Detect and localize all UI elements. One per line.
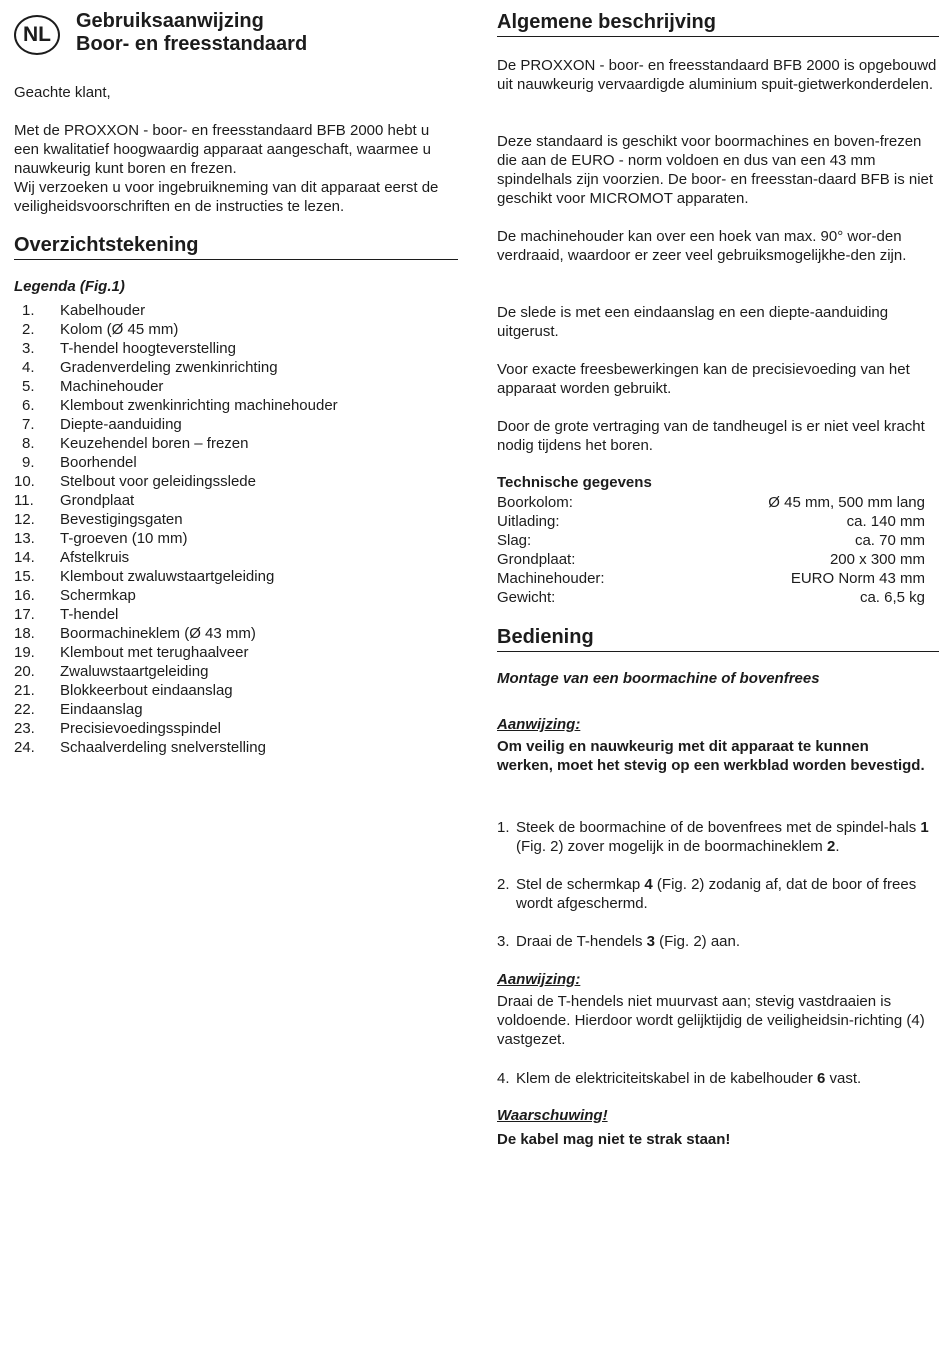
tech-spec-label: Boorkolom: bbox=[497, 494, 573, 511]
legend-item-label: Klembout zwaluwstaartgeleiding bbox=[60, 568, 275, 585]
step-number: 2. bbox=[497, 876, 510, 893]
legend-item bbox=[14, 472, 338, 491]
legend-item bbox=[14, 605, 338, 624]
legend-item-label: Diepte-aanduiding bbox=[60, 416, 182, 433]
legend-item bbox=[14, 586, 338, 605]
legend-item-label: Stelbout voor geleidingsslede bbox=[60, 473, 256, 490]
legend-item-number: 24. bbox=[14, 739, 35, 756]
legend-item bbox=[14, 700, 338, 719]
title-line-2: Boor- en freesstandaard bbox=[76, 33, 308, 55]
legend-item-number: 21. bbox=[14, 682, 35, 699]
description-paragraph-2: Deze standaard is geschikt voor boormachines en boven-frezen die aan de EURO - norm voldoen en dus van een 43 mm spindelhals zijn voorzien. De boor- en freesstan-daard BFB is niet geschikt voor MICROMOT apparaten. bbox=[497, 133, 934, 207]
legend-item-label: Boormachineklem (Ø 43 mm) bbox=[60, 625, 256, 642]
legend-item-number: 20. bbox=[14, 663, 35, 680]
legend-item bbox=[14, 643, 338, 662]
legend-item-number: 22. bbox=[14, 701, 35, 718]
tech-spec-row bbox=[497, 531, 925, 550]
legend-item bbox=[14, 453, 338, 472]
step-number: 4. bbox=[497, 1070, 510, 1087]
step-text: Klem de elektriciteitskabel in de kabelhouder 6 vast. bbox=[516, 1070, 862, 1087]
description-paragraph-4: De slede is met een eindaanslag en een diepte-aanduiding uitgerust. bbox=[497, 304, 889, 340]
legend-item bbox=[14, 434, 338, 453]
tech-spec-label: Machinehouder: bbox=[497, 570, 605, 587]
legend-item-number: 12. bbox=[14, 511, 35, 528]
legend-item-label: T-hendel bbox=[60, 606, 119, 623]
legend-item-label: Kolom (Ø 45 mm) bbox=[60, 321, 179, 338]
step-text: Draai de T-hendels 3 (Fig. 2) aan. bbox=[516, 933, 741, 950]
description-paragraph-1: De PROXXON - boor- en freesstandaard BFB 2000 is opgebouwd uit nauwkeurig vervaardigde aluminium spuit-gietwerkonderdelen. bbox=[497, 57, 937, 93]
legend-item-label: Schermkap bbox=[60, 587, 136, 604]
tech-spec-value: ca. 140 mm bbox=[846, 513, 925, 530]
tech-spec-row bbox=[497, 569, 925, 588]
legend-item-number: 8. bbox=[22, 435, 35, 452]
legend-item-label: T-groeven (10 mm) bbox=[60, 530, 188, 547]
note-2-title: Aanwijzing: bbox=[497, 971, 581, 988]
language-code: NL bbox=[23, 23, 51, 46]
legend-item bbox=[14, 396, 338, 415]
legend-item-label: Keuzehendel boren – frezen bbox=[60, 435, 249, 452]
legend-item-number: 5. bbox=[22, 378, 35, 395]
legend-item-number: 6. bbox=[22, 397, 35, 414]
tech-spec-row bbox=[497, 493, 925, 512]
legend-item-number: 2. bbox=[22, 321, 35, 338]
legend-item-number: 3. bbox=[22, 340, 35, 357]
tech-spec-value: ca. 70 mm bbox=[854, 532, 925, 549]
legend-item bbox=[14, 681, 338, 700]
legend-item bbox=[14, 339, 338, 358]
legend-item-label: Gradenverdeling zwenkinrichting bbox=[60, 359, 278, 376]
step-1 bbox=[497, 818, 939, 856]
tech-spec-label: Gewicht: bbox=[497, 589, 556, 606]
legend-item-label: Precisievoedingsspindel bbox=[60, 720, 221, 737]
tech-spec-value: 200 x 300 mm bbox=[829, 551, 925, 568]
legend-item-label: Grondplaat bbox=[60, 492, 135, 509]
note-1-text: Om veilig en nauwkeurig met dit apparaat te kunnen werken, moet het stevig op een werkblad worden bevestigd. bbox=[497, 738, 925, 774]
legend-item-label: T-hendel hoogteverstelling bbox=[60, 340, 236, 357]
legend-item-label: Blokkeerbout eindaanslag bbox=[60, 682, 233, 699]
legend-item-label: Zwaluwstaartgeleiding bbox=[60, 663, 209, 680]
intro-paragraph: Met de PROXXON - boor- en freesstandaard BFB 2000 hebt u een kwalitatief hoogwaardig apparaat aangeschaft, waarmee u nauwkeurig kunt boren en frezen. Wij verzoeken u voor ingebruikneming van dit apparaat eerst de veiligheidsvoorschriften en de instructies te lezen. bbox=[14, 122, 439, 215]
legend-item bbox=[14, 529, 338, 548]
tech-specs-title: Technische gegevens bbox=[497, 474, 652, 491]
legend-item-number: 23. bbox=[14, 720, 35, 737]
tech-spec-label: Uitlading: bbox=[497, 513, 560, 530]
step-3 bbox=[497, 932, 939, 951]
legend-item-label: Machinehouder bbox=[60, 378, 164, 395]
step-number: 1. bbox=[497, 819, 510, 836]
step-text: Stel de schermkap 4 (Fig. 2) zodanig af, dat de boor of frees wordt afgeschermd. bbox=[516, 876, 917, 912]
legend-item bbox=[14, 320, 338, 339]
legend-item bbox=[14, 301, 338, 320]
legend-item bbox=[14, 358, 338, 377]
legend-item bbox=[14, 415, 338, 434]
step-text: Steek de boormachine of de bovenfrees met de spindel-hals 1 (Fig. 2) zover mogelijk in de boormachineklem 2. bbox=[516, 819, 929, 855]
legend-item-number: 4. bbox=[22, 359, 35, 376]
legend-item bbox=[14, 567, 338, 586]
description-paragraph-5: Voor exacte freesbewerkingen kan de precisievoeding van het apparaat worden gebruikt. bbox=[497, 361, 910, 397]
tech-specs-table bbox=[497, 493, 925, 607]
document-title bbox=[76, 10, 307, 56]
tech-spec-row bbox=[497, 550, 925, 569]
legend-item-label: Afstelkruis bbox=[60, 549, 130, 566]
legend-item-label: Schaalverdeling snelverstelling bbox=[60, 739, 266, 756]
legend-item-number: 11. bbox=[14, 492, 34, 509]
tech-spec-label: Slag: bbox=[497, 532, 532, 549]
legend-item bbox=[14, 738, 338, 757]
legend-item bbox=[14, 510, 338, 529]
warning-title: Waarschuwing! bbox=[497, 1107, 608, 1124]
step-2 bbox=[497, 875, 939, 913]
operation-heading: Bediening bbox=[497, 625, 939, 652]
title-line-1: Gebruiksaanwijzing bbox=[76, 10, 264, 32]
legend-item-number: 14. bbox=[14, 549, 35, 566]
language-badge bbox=[14, 15, 60, 55]
legend-item bbox=[14, 377, 338, 396]
legend-item-number: 7. bbox=[22, 416, 35, 433]
description-paragraph-3: De machinehouder kan over een hoek van max. 90° wor-den verdraaid, waardoor er zeer veel gebruiksmogelijkhe-den zijn. bbox=[497, 228, 907, 264]
greeting: Geachte klant, bbox=[14, 84, 111, 101]
legend-item bbox=[14, 662, 338, 681]
step-4 bbox=[497, 1069, 939, 1088]
legend-item bbox=[14, 624, 338, 643]
legend-item-label: Eindaanslag bbox=[60, 701, 143, 718]
legend-item-number: 1. bbox=[22, 302, 35, 319]
legend-item bbox=[14, 548, 338, 567]
tech-spec-label: Grondplaat: bbox=[497, 551, 576, 568]
warning-text: De kabel mag niet te strak staan! bbox=[497, 1131, 731, 1148]
legend-item-label: Klembout zwenkinrichting machinehouder bbox=[60, 397, 338, 414]
legend-item-label: Bevestigingsgaten bbox=[60, 511, 183, 528]
legend-item-label: Klembout met terughaalveer bbox=[60, 644, 249, 661]
note-1-title: Aanwijzing: bbox=[497, 716, 581, 733]
legend-list bbox=[14, 301, 338, 757]
legend-item-number: 9. bbox=[22, 454, 35, 471]
legend-item-number: 16. bbox=[14, 587, 35, 604]
tech-spec-row bbox=[497, 512, 925, 531]
description-paragraph-6: Door de grote vertraging van de tandheugel is er niet veel kracht nodig tijdens het boren. bbox=[497, 418, 925, 454]
mount-subtitle: Montage van een boormachine of bovenfrees bbox=[497, 670, 820, 687]
legend-item-number: 18. bbox=[14, 625, 35, 642]
legend-item-number: 13. bbox=[14, 530, 35, 547]
legend-item-label: Boorhendel bbox=[60, 454, 137, 471]
legend-title: Legenda (Fig.1) bbox=[14, 278, 125, 295]
legend-item-number: 15. bbox=[14, 568, 35, 585]
tech-spec-value: ca. 6,5 kg bbox=[859, 589, 925, 606]
overview-heading: Overzichtstekening bbox=[14, 233, 458, 260]
legend-item bbox=[14, 719, 338, 738]
tech-spec-row bbox=[497, 588, 925, 607]
tech-spec-value: Ø 45 mm, 500 mm lang bbox=[768, 494, 925, 511]
legend-item-number: 19. bbox=[14, 644, 35, 661]
legend-item-number: 10. bbox=[14, 473, 35, 490]
legend-item-label: Kabelhouder bbox=[60, 302, 146, 319]
legend-item bbox=[14, 491, 338, 510]
legend-item-number: 17. bbox=[14, 606, 35, 623]
tech-spec-value: EURO Norm 43 mm bbox=[790, 570, 925, 587]
step-number: 3. bbox=[497, 933, 510, 950]
note-2-text: Draai de T-hendels niet muurvast aan; stevig vastdraaien is voldoende. Hierdoor wordt gelijktijdig de veiligheidsin-richting (4) vastgezet. bbox=[497, 993, 925, 1048]
description-heading: Algemene beschrijving bbox=[497, 10, 939, 37]
